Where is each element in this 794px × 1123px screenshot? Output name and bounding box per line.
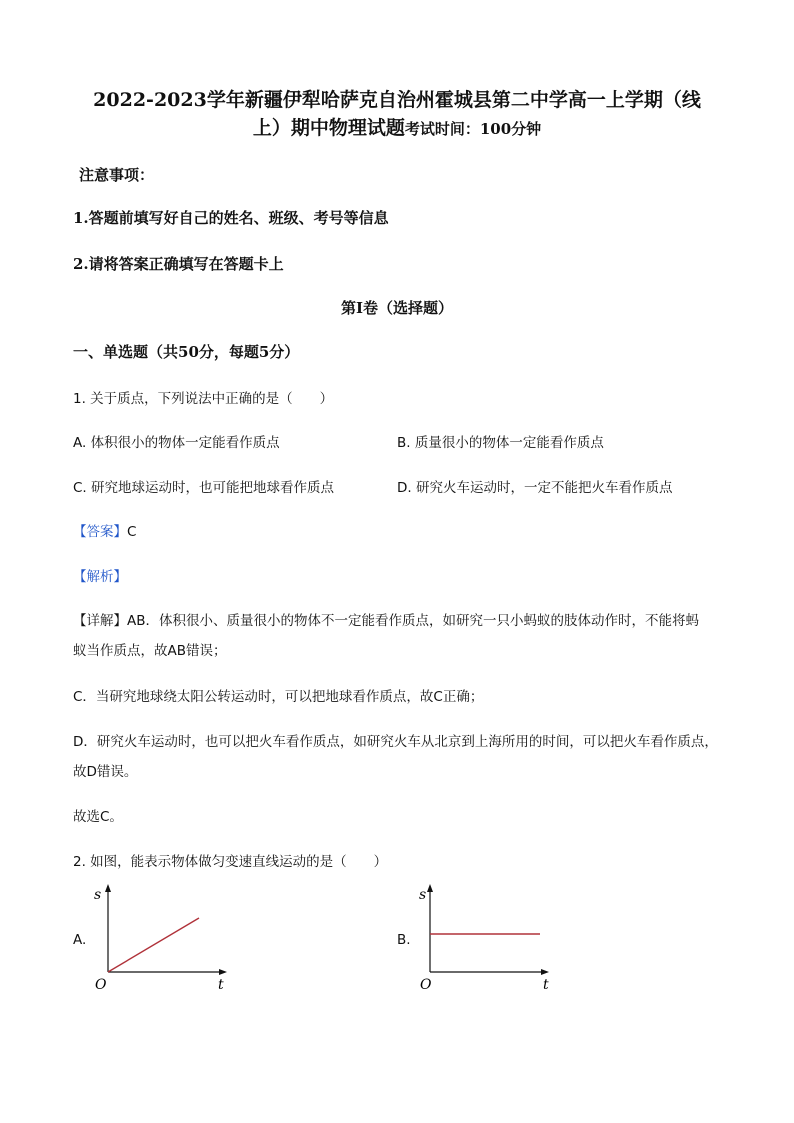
graph-b-origin: O	[420, 977, 432, 993]
graph-a-y-label: s	[94, 887, 102, 903]
q1-detail-line2: 蚁当作质点，故AB错误；	[73, 643, 227, 659]
q1-option-b: B. 质量很小的物体一定能看作质点	[397, 435, 604, 451]
q1-option-c: C. 研究地球运动时，也可能把地球看作质点	[73, 480, 335, 496]
graph-a-plot-line	[108, 918, 199, 972]
detail-tag: 【详解】	[73, 613, 127, 629]
analysis-tag: 【解析】	[73, 569, 127, 585]
q2-graph-b-label: B.	[397, 932, 411, 948]
q1-analysis-tag	[73, 565, 127, 585]
q2-graph-a-label: A.	[73, 932, 87, 948]
graph-b-svg	[410, 880, 560, 995]
q2-graph-b	[410, 880, 560, 995]
exam-title-line2	[60, 114, 734, 143]
q1-detail-line1	[73, 609, 699, 629]
graph-a-svg	[88, 880, 238, 995]
graph-b-x-label: t	[543, 977, 549, 993]
q2-graph-a	[88, 880, 238, 995]
graph-a-x-label: t	[218, 977, 224, 993]
detail-text-1: AB．体积很小、质量很小的物体不一定能看作质点，如研究一只小蚂蚁的肢体动作时，不能将蚂	[127, 613, 699, 629]
graph-a-x-arrow	[219, 969, 227, 975]
q1-detail-line5: 故D错误。	[73, 764, 138, 780]
q1-answer	[73, 520, 136, 540]
section-heading: 一、单选题（共50分，每题5分）	[73, 343, 300, 361]
q1-option-d: D. 研究火车运动时，一定不能把火车看作质点	[397, 480, 673, 496]
graph-a-y-arrow	[105, 884, 111, 892]
graph-b-x-arrow	[541, 969, 549, 975]
answer-value: C	[127, 524, 137, 540]
notice-item-2: 2.请将答案正确填写在答题卡上	[73, 255, 284, 273]
graph-a-origin: O	[95, 977, 107, 993]
q2-stem: 2. 如图，能表示物体做匀变速直线运动的是（ ）	[73, 854, 388, 870]
title-text-1: 2022-2023学年新疆伊犁哈萨克自治州霍城县第二中学高一上学期（线	[93, 89, 701, 111]
q1-detail-line3: C．当研究地球绕太阳公转运动时，可以把地球看作质点，故C正确；	[73, 689, 484, 705]
answer-tag: 【答案】	[73, 524, 127, 540]
q1-detail-line4: D．研究火车运动时，也可以把火车看作质点，如研究火车从北京到上海所用的时间，可以把火车看作质点，	[73, 734, 718, 750]
q1-conclusion: 故选C。	[73, 809, 123, 825]
graph-b-y-arrow	[427, 884, 433, 892]
graph-b-y-label: s	[419, 887, 427, 903]
part-title: 第I卷（选择题）	[340, 299, 454, 317]
notice-item-1: 1.答题前填写好自己的姓名、班级、考号等信息	[73, 209, 389, 227]
exam-time: 考试时间：100分钟	[404, 120, 542, 138]
q1-stem: 1. 关于质点，下列说法中正确的是（ ）	[73, 391, 334, 407]
exam-title-line1	[60, 86, 734, 114]
title-text-2: 上）期中物理试题	[252, 117, 405, 139]
notice-heading: 注意事项：	[79, 166, 155, 184]
q1-option-a: A. 体积很小的物体一定能看作质点	[73, 435, 280, 451]
